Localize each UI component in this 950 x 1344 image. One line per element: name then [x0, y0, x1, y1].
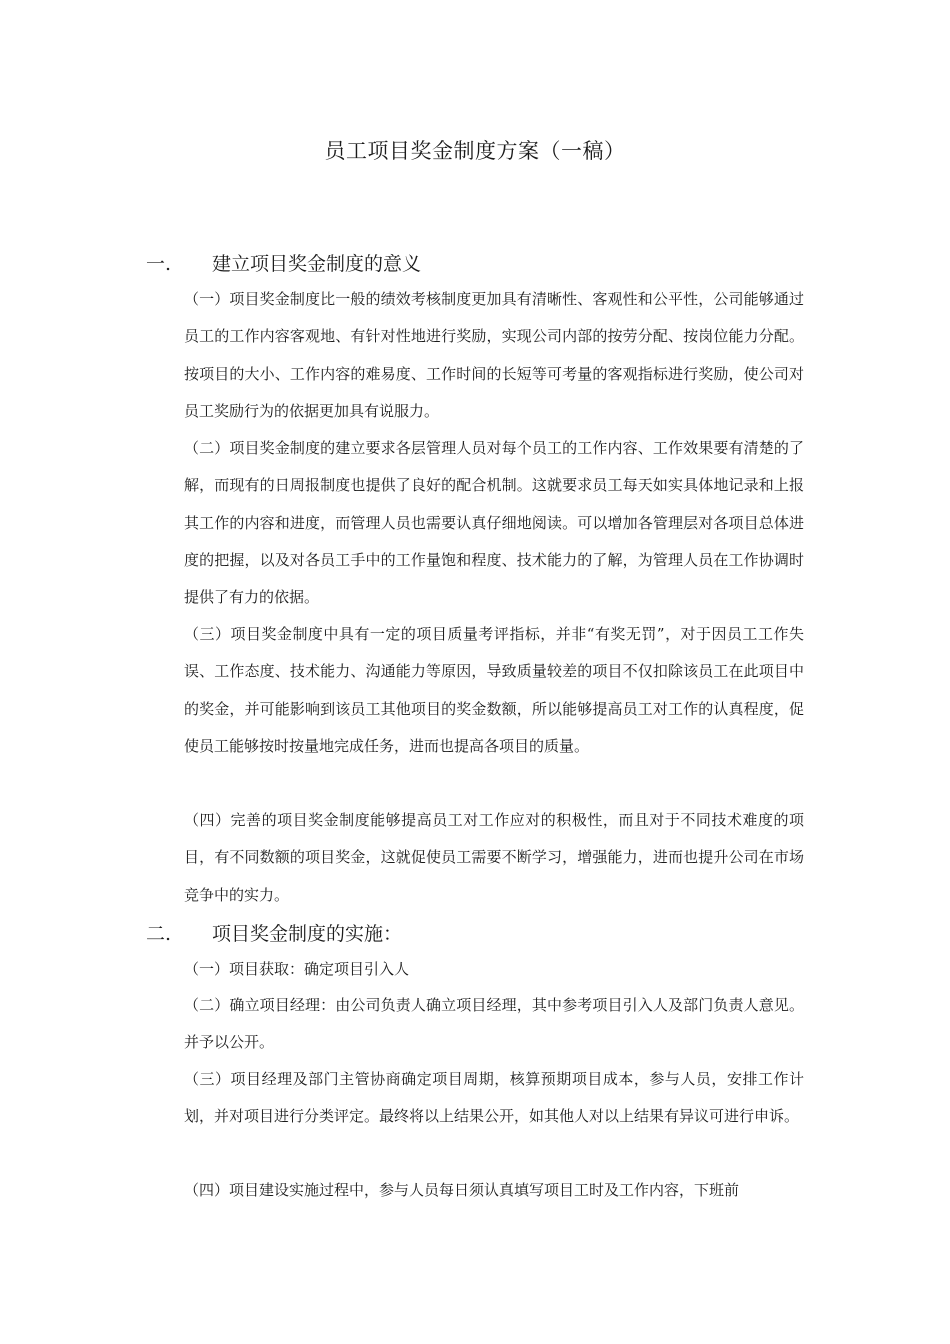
paragraph: （一）项目奖金制度比一般的绩效考核制度更加具有清晰性、客观性和公平性，公司能够通过员工的工作内容客观地、有针对性地进行奖励，实现公司内部的按劳分配、按岗位能力分配。按项目的大小、工作内容的难易度、工作时间的长短等可考量的客观指标进行奖励，使公司对员工奖励行为的依据更加具有说服力。 [184, 290, 804, 420]
section-1-body [146, 281, 806, 430]
section-heading [146, 920, 806, 948]
section-1-body [146, 616, 806, 765]
section-heading [146, 250, 806, 278]
section-2-body [146, 1061, 806, 1136]
document-title: 员工项目奖金制度方案（一稿） [324, 139, 626, 163]
section-title: 建立项目奖金制度的意义 [212, 253, 422, 275]
section-1-body [146, 802, 806, 914]
section-number: 一. [146, 253, 172, 275]
section-1-body [146, 430, 806, 616]
section-2-body [146, 987, 806, 1062]
section-2 [146, 920, 806, 948]
section-number: 二. [146, 923, 172, 945]
paragraph: （一）项目获取：确定项目引入人 [184, 960, 410, 978]
paragraph: （三）项目奖金制度中具有一定的项目质量考评指标，并非“有奖无罚”，对于因员工工作失误、工作态度、技术能力、沟通能力等原因，导致质量较差的项目不仅扣除该员工在此项目中的奖金，并可能影响到该员工其他项目的奖金数额，所以能够提高员工对工作的认真程度，促使员工能够按时按量地完成任务，进而也提高各项目的质量。 [184, 625, 804, 755]
paragraph: （二）项目奖金制度的建立要求各层管理人员对每个员工的工作内容、工作效果要有清楚的了解，而现有的日周报制度也提供了良好的配合机制。这就要求员工每天如实具体地记录和上报其工作的内容和进度，而管理人员也需要认真仔细地阅读。可以增加各管理层对各项目总体进度的把握，以及对各员工手中的工作量饱和程度、技术能力的了解，为管理人员在工作协调时提供了有力的依据。 [184, 439, 804, 607]
section-2-body [146, 951, 806, 988]
section-2-body [146, 1172, 806, 1209]
paragraph: （四）完善的项目奖金制度能够提高员工对工作应对的积极性，而且对于不同技术难度的项目，有不同数额的项目奖金，这就促使员工需要不断学习，增强能力，进而也提升公司在市场竞争中的实力。 [184, 811, 804, 904]
paragraph: （三）项目经理及部门主管协商确定项目周期，核算预期项目成本，参与人员，安排工作计划，并对项目进行分类评定。最终将以上结果公开，如其他人对以上结果有异议可进行申诉。 [184, 1070, 804, 1126]
paragraph: （二）确立项目经理：由公司负责人确立项目经理，其中参考项目引入人及部门负责人意见。并予以公开。 [184, 996, 804, 1052]
section-title: 项目奖金制度的实施： [212, 923, 403, 945]
paragraph: （四）项目建设实施过程中，参与人员每日须认真填写项目工时及工作内容，下班前 [184, 1181, 740, 1199]
section-1 [146, 250, 806, 278]
